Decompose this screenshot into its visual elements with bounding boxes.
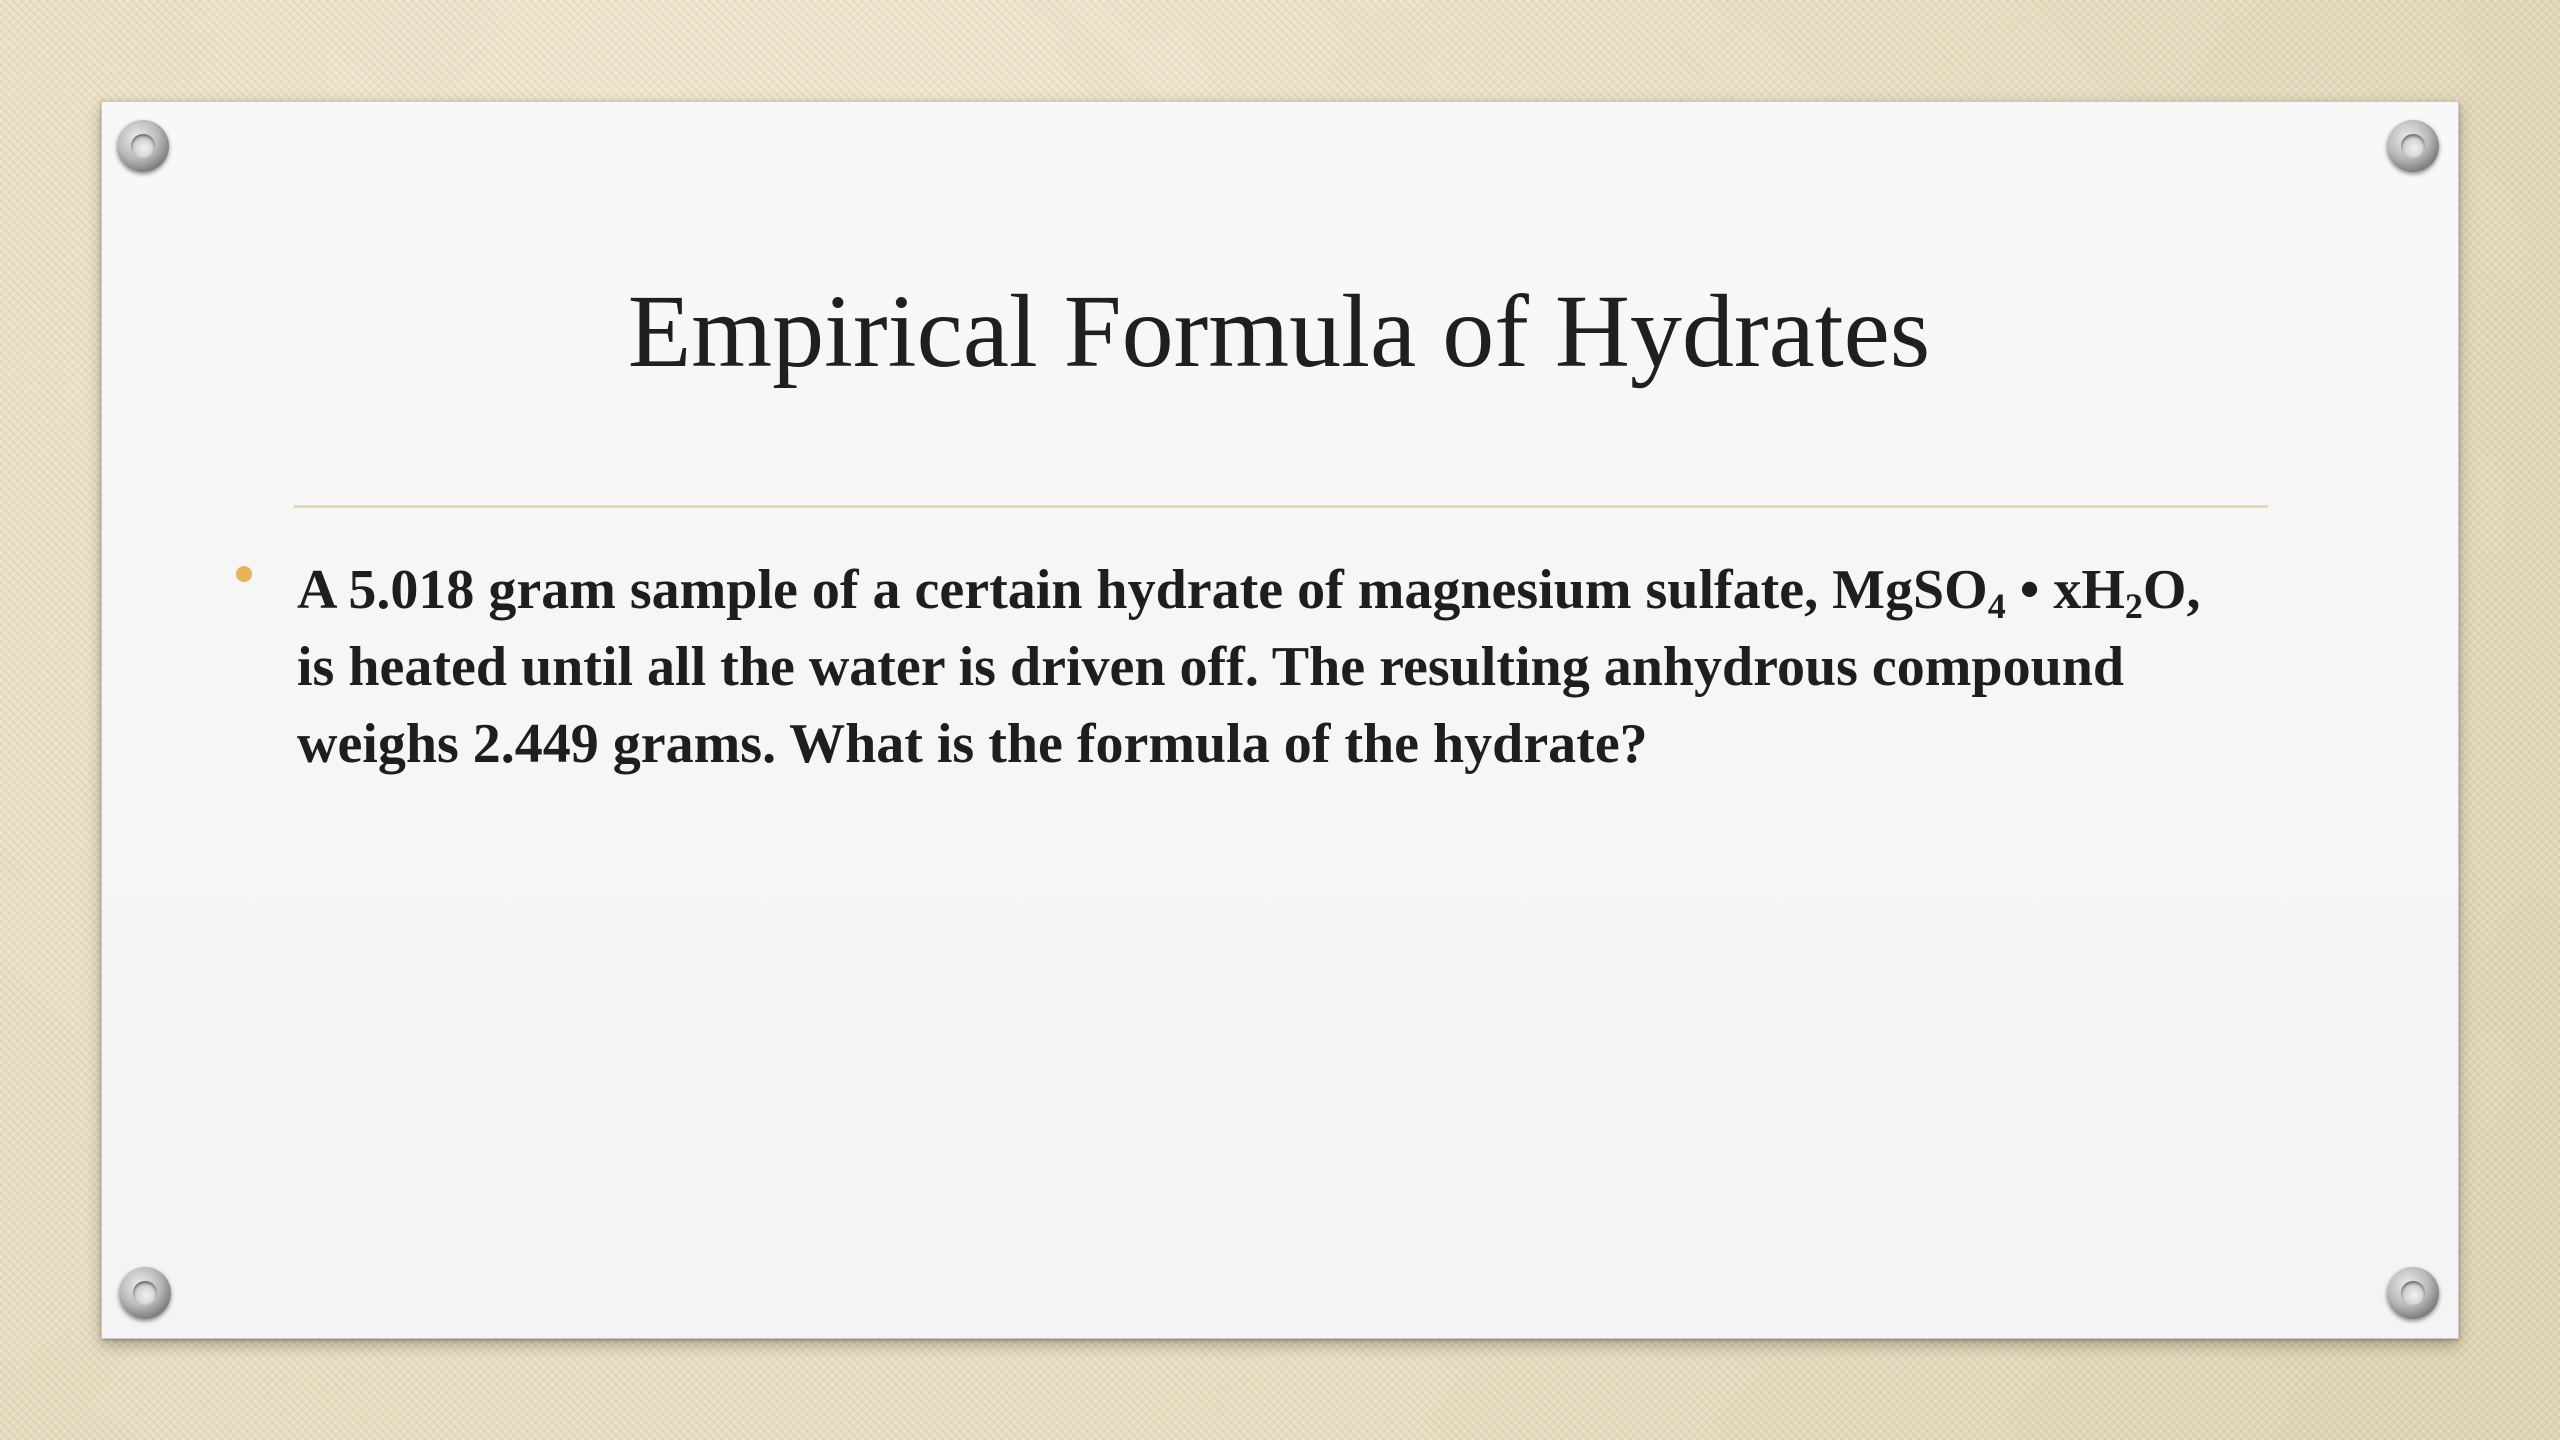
subscript-2: 2 [2124, 586, 2143, 626]
bullet-text-part-3: O, is heated until all the water is driven off. The resulting anhydrous compound weighs 2.449 grams. What is the formula of the hydrate? [297, 559, 2201, 775]
slide-title: Empirical Formula of Hydrates [627, 274, 1931, 389]
bullet-text [297, 552, 2237, 783]
grommet-bottom-right-icon [2387, 1267, 2439, 1319]
grommet-bottom-left-icon [119, 1267, 171, 1319]
bullet-icon [236, 566, 252, 582]
bullet-text-part-1: A 5.018 gram sample of a certain hydrate of magnesium sulfate, MgSO [297, 559, 1988, 621]
title-divider [294, 505, 2268, 508]
grommet-top-left-icon [117, 120, 169, 172]
grommet-top-right-icon [2387, 120, 2439, 172]
bullet-text-part-2: • xH [2005, 559, 2125, 621]
subscript-4: 4 [1987, 586, 2006, 626]
